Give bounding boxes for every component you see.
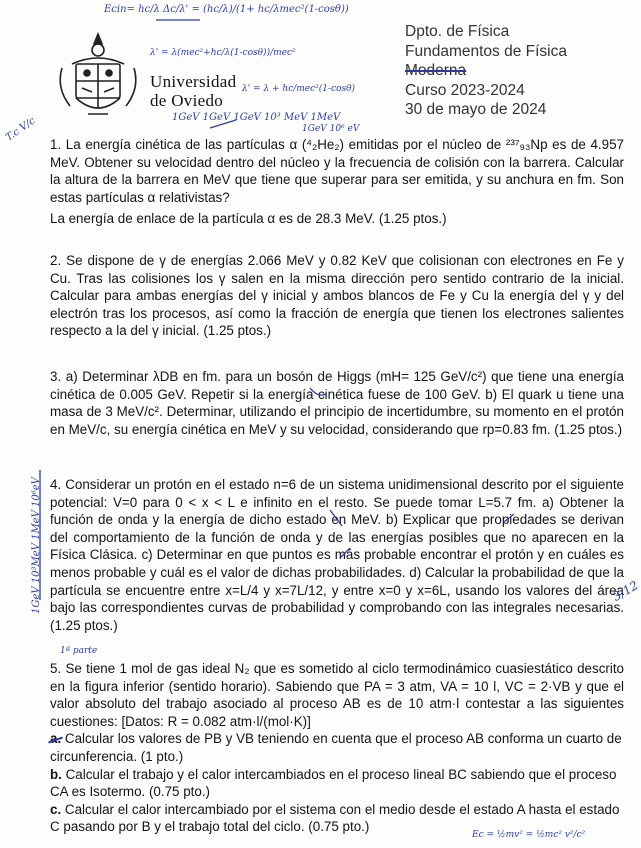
- problem-3-text: 3. a) Determinar λDB en fm. para un bosón de Higgs (mH= 125 GeV/c²) que tiene una energía cinética de 0.005 GeV. Repetir si la energía cinética fuese de 100 GeV. b) El quark u tiene una masa de 3 MeV/c². Determinar, utilizando el principio de incertidumbre, su momento en el protón en MeV/c, su energía cinética en MeV y su velocidad, considerando que rp=0.83 fm. (1.25 ptos.): [50, 369, 624, 437]
- handwritten-gev-line-2: 1GeV 10⁶ eV: [302, 124, 360, 134]
- problem-5b-label: b.: [50, 766, 62, 782]
- handwritten-bottom-formula: Ec = ½mv² = ½mc² v²/c²: [472, 830, 586, 840]
- academic-year: Curso 2023-2024: [405, 81, 525, 99]
- handwritten-top-formula: Ecin= hc/λ Δc/λ' = (hc/λ)/(1+ hc/λmec²(1-cosθ)): [104, 4, 349, 15]
- problem-1-binding-energy: La energía de enlace de la partícula α es de 28.3 MeV. (1.25 ptos.): [50, 211, 447, 226]
- problem-5a-label: a.: [50, 731, 62, 747]
- university-line-1: Universidad: [150, 72, 237, 91]
- problem-4-text: 4. Considerar un protón en el estado n=6 de un sistema unidimensional descrito por el siguiente potencial: V=0 para 0 < x < L e infinito en el resto. Se puede tomar L=5.7 fm. a) Obtener la función de onda y la energía de dicho estado en MeV. b) Explicar que propiedades se derivan del comportamiento de la función de onda y de las energías posibles que no aparecen en la Física Clásica. c) Determinar en que puntos es más probable encontrar el protón y en cuáles es menos probable y cuál es el valor de dichas probabilidades. d) Calcular la probabilidad de que la partícula se encuentre entre x=L/4 y x=7L/12, y entre x=0 y x=6L, usando los valores del área bajo las correspondientes curvas de probabilidad y comprobando con las integrales necesarias. (1.25 ptos.): [50, 477, 624, 633]
- problem-1-text: 1. La energía cinética de las partículas α (⁴₂He₂) emitidas por el núcleo de ²³⁷₉₃Np es de 4.957 MeV. Obtener su velocidad dentro del núcleo y la frecuencia de colisión con la barrera. Calcular la altura de la barrera en MeV que tiene que superar para ser emitida, y su anchura en fm. Son estas partículas α relativistas?: [50, 137, 624, 205]
- handwritten-gev-line: 1GeV 1GeV 1GeV 10³ MeV 1MeV: [172, 112, 341, 123]
- course-subtitle: Moderna: [405, 62, 467, 79]
- handwritten-top-formula-2: λ' = λ(mec²+hc/λ(1-cosθ))/mec²: [150, 48, 296, 58]
- problem-2-text: 2. Se dispone de γ de energías 2.066 MeV y 0.82 KeV que colisionan con electrones en Fe y Cu. Tras las colisiones los γ salen en la misma dirección pero sentido contrario de la inicial. Calcular para ambas energías del γ inicial y ambos blancos de Fe y Cu la energía del γ y del electrón tras los procesos, así como la fracción de energía que tienen los electrones salientes respecto a la del γ inicial. (1.25 ptos.): [50, 253, 624, 339]
- handwritten-margin-note: T.c V/c: [3, 115, 38, 144]
- handwritten-margin-p4: 1GeV 10³MeV 1MeV 10⁶eV: [30, 477, 42, 614]
- exam-date: 30 de mayo de 2024: [405, 101, 547, 118]
- handwritten-fraction: 3/12: [610, 578, 641, 604]
- handwritten-part-note: 1ª parte: [60, 646, 98, 656]
- problem-5c-text: Calcular el calor intercambiado por el sistema con el medio desde el estado A hasta el estado C pasando por B y el trabajo total del ciclo. (0.75 pto.): [50, 801, 620, 835]
- course-title: Fundamentos de Física: [405, 42, 567, 60]
- university-line-2: de Oviedo: [150, 91, 224, 110]
- problem-5-text: 5. Se tiene 1 mol de gas ideal N₂ que es sometido al ciclo termodinámico cuasiestático descrito en la figura inferior (sentido horario). Sabiendo que PA = 3 atm, VA = 10 l, VC = 2·VB y que el valor absoluto del trabajo asociado al proceso AB es de 10 atm·l contestar a las siguientes cuestiones: [Datos: R = 0.082 atm·l/(mol·K)]: [50, 661, 624, 729]
- problem-5b-text: Calcular el trabajo y el calor intercambiados en el proceso lineal BC sabiendo que el proceso CA es Isotermo. (0.75 pto.): [50, 766, 617, 800]
- problem-5a-text: Calcular los valores de PB y VB teniendo en cuenta que el proceso AB conforma un cuarto de circunferencia. (1 pto.): [50, 731, 622, 764]
- problem-5c-label: c.: [50, 801, 62, 817]
- handwritten-mid-formula: λ' = λ + hc/mec²(1-cosθ): [242, 84, 356, 94]
- department: Dpto. de Física: [405, 23, 510, 40]
